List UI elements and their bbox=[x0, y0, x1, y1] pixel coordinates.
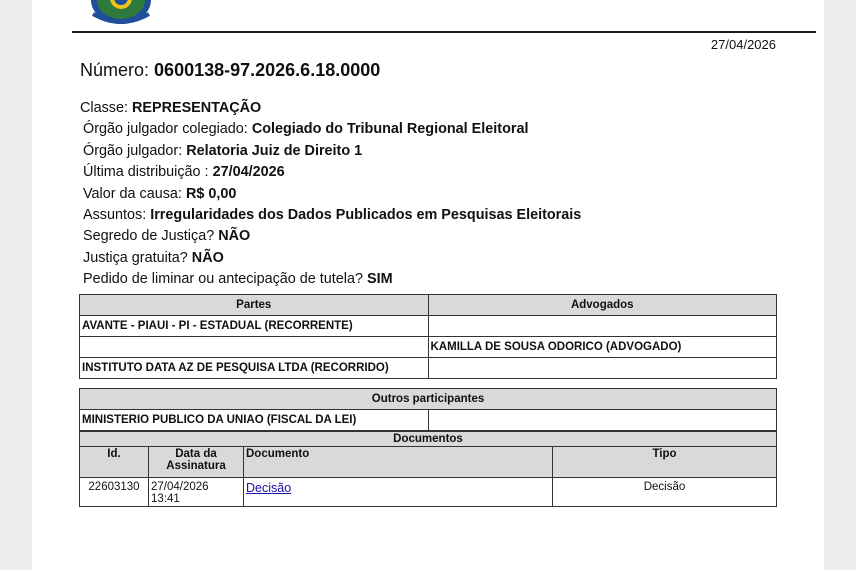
participante-extra-cell bbox=[428, 410, 777, 431]
document-date-value: 27/04/2026 bbox=[151, 481, 209, 493]
document-page bbox=[32, 0, 824, 570]
table-row bbox=[80, 478, 777, 507]
document-date: 27/04/2026 bbox=[710, 37, 776, 52]
documento-header: Documento bbox=[244, 447, 553, 478]
process-fields bbox=[80, 98, 581, 291]
field-valor-causa: Valor da causa: R$ 0,00 bbox=[83, 185, 237, 202]
field-assuntos: Assuntos: Irregularidades dos Dados Publicados em Pesquisas Eleitorais bbox=[83, 207, 582, 224]
field-ultima-distribuicao: Última distribuição : 27/04/2026 bbox=[83, 164, 285, 181]
document-id: 22603130 bbox=[80, 478, 149, 507]
documentos-table bbox=[79, 431, 777, 507]
document-link[interactable]: Decisão bbox=[246, 481, 292, 495]
process-number-value: 0600138-97.2026.6.18.0000 bbox=[154, 60, 381, 80]
outros-participantes-header: Outros participantes bbox=[80, 389, 777, 410]
field-classe: Classe: REPRESENTAÇÃO bbox=[80, 100, 262, 116]
document-type: Decisão bbox=[553, 478, 777, 507]
field-orgao-julgador: Órgão julgador: Relatoria Juiz de Direito 1 bbox=[83, 142, 363, 159]
id-header: Id. bbox=[80, 447, 149, 478]
table-row bbox=[80, 337, 777, 358]
table-row bbox=[80, 316, 777, 337]
advogados-header: Advogados bbox=[428, 295, 777, 316]
tipo-header: Tipo bbox=[553, 447, 777, 478]
field-segredo-justica: Segredo de Justiça? NÃO bbox=[83, 228, 251, 245]
header-divider bbox=[72, 31, 816, 33]
field-justica-gratuita: Justiça gratuita? NÃO bbox=[83, 249, 224, 266]
coat-of-arms-logo bbox=[90, 0, 152, 26]
advogado-cell bbox=[428, 358, 777, 379]
advogado-cell: KAMILLA DE SOUSA ODORICO (ADVOGADO) bbox=[428, 337, 777, 358]
parte-cell bbox=[80, 337, 429, 358]
outros-participantes-table bbox=[79, 388, 777, 431]
process-number bbox=[80, 60, 380, 81]
document-date-cell bbox=[149, 478, 244, 507]
field-pedido-liminar: Pedido de liminar ou antecipação de tutela? SIM bbox=[83, 271, 393, 288]
parte-cell: AVANTE - PIAUI - PI - ESTADUAL (RECORRENTE) bbox=[80, 316, 429, 337]
table-row bbox=[80, 410, 777, 431]
field-orgao-colegiado: Órgão julgador colegiado: Colegiado do Tribunal Regional Eleitoral bbox=[83, 121, 529, 138]
parte-cell: INSTITUTO DATA AZ DE PESQUISA LTDA (RECORRIDO) bbox=[80, 358, 429, 379]
table-row bbox=[80, 358, 777, 379]
document-link-cell bbox=[244, 478, 553, 507]
participante-cell: MINISTERIO PUBLICO DA UNIAO (FISCAL DA LEI) bbox=[80, 410, 429, 431]
data-assinatura-header: Data da Assinatura bbox=[149, 447, 244, 478]
partes-header: Partes bbox=[80, 295, 429, 316]
documentos-title: Documentos bbox=[80, 432, 777, 447]
partes-table bbox=[79, 294, 777, 379]
advogado-cell bbox=[428, 316, 777, 337]
document-time-value: 13:41 bbox=[151, 493, 180, 505]
process-number-label: Número: bbox=[80, 60, 150, 80]
